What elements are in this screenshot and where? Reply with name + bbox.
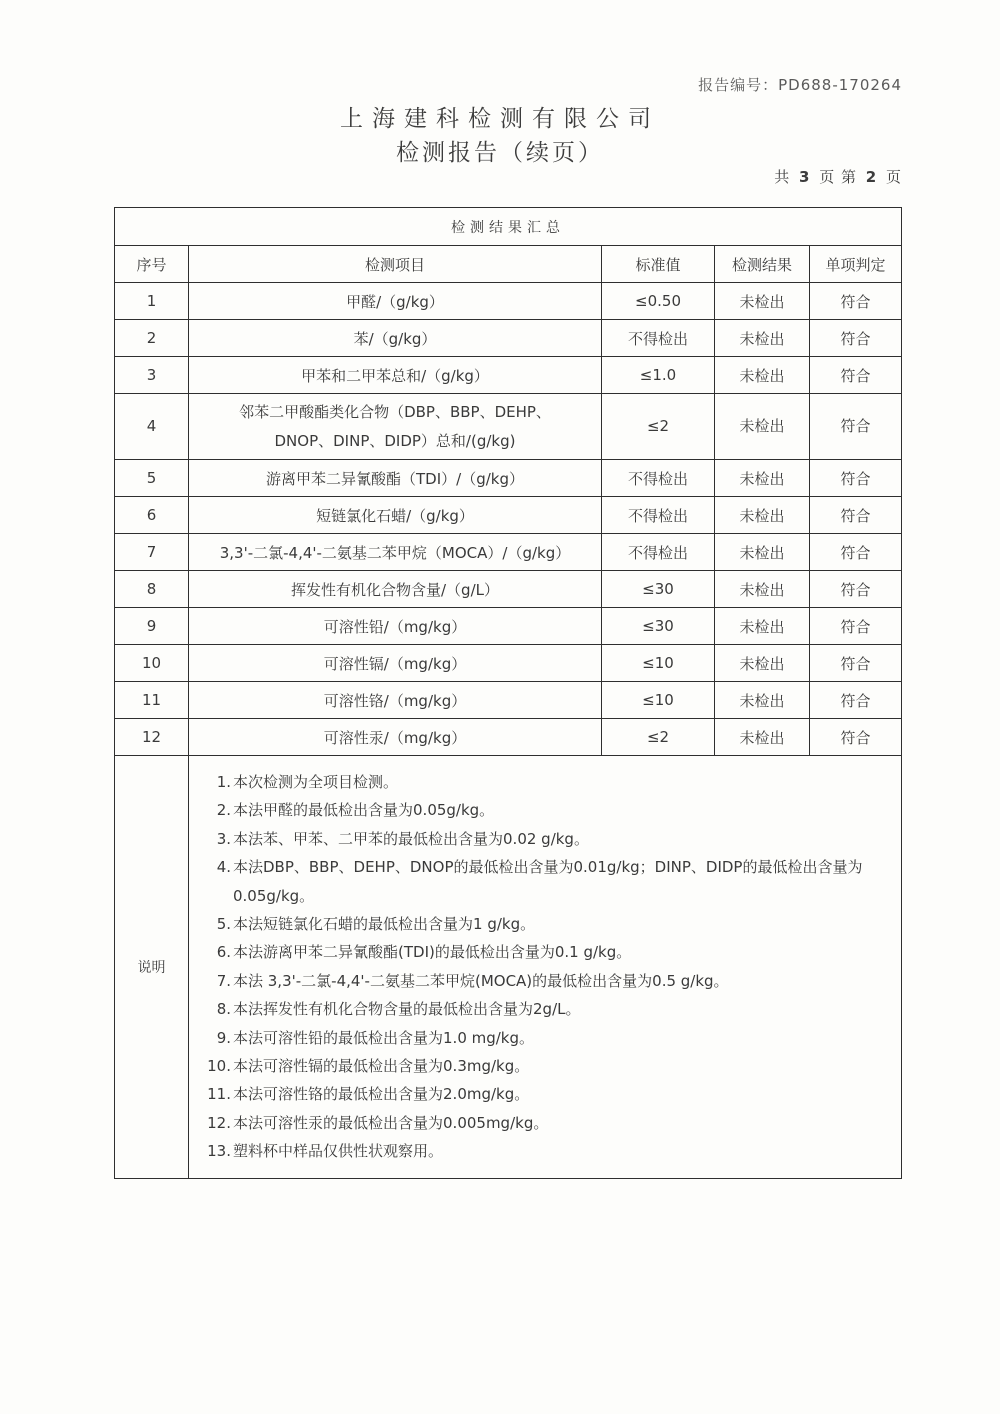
- row-judgement: 符合: [810, 320, 902, 357]
- document-title: 检测报告（续页）: [396, 140, 604, 166]
- row-judgement: 符合: [810, 497, 902, 534]
- row-result: 未检出: [715, 460, 810, 497]
- row-standard: 不得检出: [602, 497, 715, 534]
- note-item: [201, 796, 893, 824]
- row-item: 可溶性铅/（mg/kg）: [189, 608, 602, 645]
- note-item: [201, 995, 893, 1023]
- row-item: 游离甲苯二异氰酸酯（TDI）/（g/kg）: [189, 460, 602, 497]
- row-standard: ≤30: [602, 571, 715, 608]
- row-standard: ≤0.50: [602, 283, 715, 320]
- table-row: [115, 320, 902, 357]
- row-standard: ≤10: [602, 645, 715, 682]
- row-judgement: 符合: [810, 357, 902, 394]
- row-result: 未检出: [715, 719, 810, 756]
- row-standard: 不得检出: [602, 534, 715, 571]
- table-row: [115, 608, 902, 645]
- row-result: 未检出: [715, 357, 810, 394]
- row-no: 4: [115, 394, 189, 460]
- note-text: 本法挥发性有机化合物含量的最低检出含量为2g/L。: [233, 1000, 581, 1019]
- note-number: 6.: [216, 943, 231, 962]
- notes-cell: [189, 756, 902, 1179]
- pages-total: 3: [798, 168, 811, 186]
- col-header-result: 检测结果: [715, 246, 810, 283]
- company-name: 上海建科检测有限公司: [340, 106, 660, 132]
- note-text: 本法短链氯化石蜡的最低检出含量为1 g/kg。: [233, 915, 536, 934]
- col-header-item: 检测项目: [189, 246, 602, 283]
- note-text: 本法可溶性镉的最低检出含量为0.3mg/kg。: [233, 1057, 530, 1076]
- row-no: 8: [115, 571, 189, 608]
- note-text: 本法可溶性铅的最低检出含量为1.0 mg/kg。: [233, 1028, 535, 1047]
- row-no: 7: [115, 534, 189, 571]
- note-text: 本次检测为全项目检测。: [233, 773, 399, 791]
- row-standard: ≤2: [602, 394, 715, 460]
- table-row: [115, 460, 902, 497]
- row-standard: 不得检出: [602, 320, 715, 357]
- row-judgement: 符合: [810, 682, 902, 719]
- note-text: 本法苯、甲苯、二甲苯的最低检出含量为0.02 g/kg。: [233, 829, 589, 848]
- caption-row: [115, 208, 902, 246]
- note-number: 7.: [216, 971, 231, 990]
- note-item: [201, 1080, 893, 1108]
- row-item: 可溶性汞/（mg/kg）: [189, 719, 602, 756]
- row-no: 5: [115, 460, 189, 497]
- note-number: 4.: [216, 858, 231, 877]
- row-standard: ≤30: [602, 608, 715, 645]
- row-standard: ≤10: [602, 682, 715, 719]
- row-no: 9: [115, 608, 189, 645]
- table-row: [115, 394, 902, 460]
- note-item: [201, 853, 893, 910]
- note-text: 本法可溶性铬的最低检出含量为2.0mg/kg。: [233, 1085, 530, 1104]
- row-item: 甲苯和二甲苯总和/（g/kg）: [189, 357, 602, 394]
- row-standard: ≤1.0: [602, 357, 715, 394]
- note-number: 9.: [216, 1028, 231, 1047]
- row-judgement: 符合: [810, 283, 902, 320]
- col-header-standard: 标准值: [602, 246, 715, 283]
- table-row: [115, 719, 902, 756]
- row-judgement: 符合: [810, 645, 902, 682]
- note-item: [201, 1109, 893, 1137]
- row-standard: ≤2: [602, 719, 715, 756]
- row-item: 3,3'-二氯-4,4'-二氨基二苯甲烷（MOCA）/（g/kg）: [189, 534, 602, 571]
- report-number: 报告编号：PD688-170264: [698, 76, 902, 94]
- pages-mid: 页 第: [819, 168, 857, 186]
- row-item: 短链氯化石蜡/（g/kg）: [189, 497, 602, 534]
- note-number: 11.: [207, 1085, 231, 1104]
- note-text: 本法DBP、BBP、DEHP、DNOP的最低检出含量为0.01g/kg；DINP、DIDP的最低检出含量为0.05g/kg。: [233, 858, 863, 905]
- row-no: 10: [115, 645, 189, 682]
- col-header-no: 序号: [115, 246, 189, 283]
- row-standard: 不得检出: [602, 460, 715, 497]
- row-result: 未检出: [715, 682, 810, 719]
- note-item: [201, 967, 893, 995]
- header-row: [115, 246, 902, 283]
- row-judgement: 符合: [810, 608, 902, 645]
- note-number: 8.: [216, 1000, 231, 1019]
- note-number: 5.: [216, 915, 231, 934]
- table-row: [115, 497, 902, 534]
- pages-total-prefix: 共: [774, 168, 791, 186]
- notes-label: 说明: [115, 756, 189, 1179]
- col-header-judgement: 单项判定: [810, 246, 902, 283]
- note-item: [201, 938, 893, 966]
- row-no: 12: [115, 719, 189, 756]
- row-result: 未检出: [715, 608, 810, 645]
- notes-row: [115, 756, 902, 1179]
- row-result: 未检出: [715, 571, 810, 608]
- row-no: 11: [115, 682, 189, 719]
- note-item: [201, 768, 893, 796]
- pages-suffix: 页: [885, 168, 902, 186]
- note-item: [201, 825, 893, 853]
- note-item: [201, 1137, 893, 1165]
- table-row: [115, 534, 902, 571]
- notes-list: [201, 768, 893, 1166]
- page-indicator: [774, 166, 902, 187]
- row-result: 未检出: [715, 320, 810, 357]
- table-caption: 检测结果汇总: [115, 208, 902, 246]
- table-row: [115, 357, 902, 394]
- note-text: 塑料杯中样品仅供性状观察用。: [233, 1142, 444, 1161]
- row-judgement: 符合: [810, 719, 902, 756]
- row-judgement: 符合: [810, 394, 902, 460]
- row-result: 未检出: [715, 497, 810, 534]
- row-judgement: 符合: [810, 534, 902, 571]
- row-item: 甲醛/（g/kg）: [189, 283, 602, 320]
- note-number: 3.: [216, 829, 231, 848]
- table-row: [115, 682, 902, 719]
- row-item: 苯/（g/kg）: [189, 320, 602, 357]
- results-table: [114, 207, 902, 1179]
- row-result: 未检出: [715, 283, 810, 320]
- table-row: [115, 645, 902, 682]
- row-no: 2: [115, 320, 189, 357]
- row-result: 未检出: [715, 394, 810, 460]
- row-item: 邻苯二甲酸酯类化合物（DBP、BBP、DEHP、DNOP、DINP、DIDP）总和/(g/kg): [189, 394, 602, 460]
- pages-current: 2: [865, 168, 878, 186]
- note-item: [201, 910, 893, 938]
- row-no: 1: [115, 283, 189, 320]
- note-number: 10.: [207, 1057, 231, 1076]
- note-number: 1.: [216, 773, 231, 791]
- note-number: 2.: [216, 801, 231, 820]
- row-result: 未检出: [715, 534, 810, 571]
- row-item: 挥发性有机化合物含量/（g/L）: [189, 571, 602, 608]
- note-text: 本法可溶性汞的最低检出含量为0.005mg/kg。: [233, 1113, 549, 1132]
- row-result: 未检出: [715, 645, 810, 682]
- note-number: 13.: [207, 1142, 231, 1161]
- note-item: [201, 1052, 893, 1080]
- note-text: 本法甲醛的最低检出含量为0.05g/kg。: [233, 801, 495, 820]
- note-text: 本法 3,3'-二氯-4,4'-二氨基二苯甲烷(MOCA)的最低检出含量为0.5 g/kg。: [233, 971, 729, 990]
- row-item: 可溶性镉/（mg/kg）: [189, 645, 602, 682]
- table-row: [115, 571, 902, 608]
- note-number: 12.: [207, 1113, 231, 1132]
- note-text: 本法游离甲苯二异氰酸酯(TDI)的最低检出含量为0.1 g/kg。: [233, 943, 632, 962]
- table-row: [115, 283, 902, 320]
- row-no: 6: [115, 497, 189, 534]
- row-judgement: 符合: [810, 571, 902, 608]
- row-item: 可溶性铬/（mg/kg）: [189, 682, 602, 719]
- row-no: 3: [115, 357, 189, 394]
- note-item: [201, 1024, 893, 1052]
- row-judgement: 符合: [810, 460, 902, 497]
